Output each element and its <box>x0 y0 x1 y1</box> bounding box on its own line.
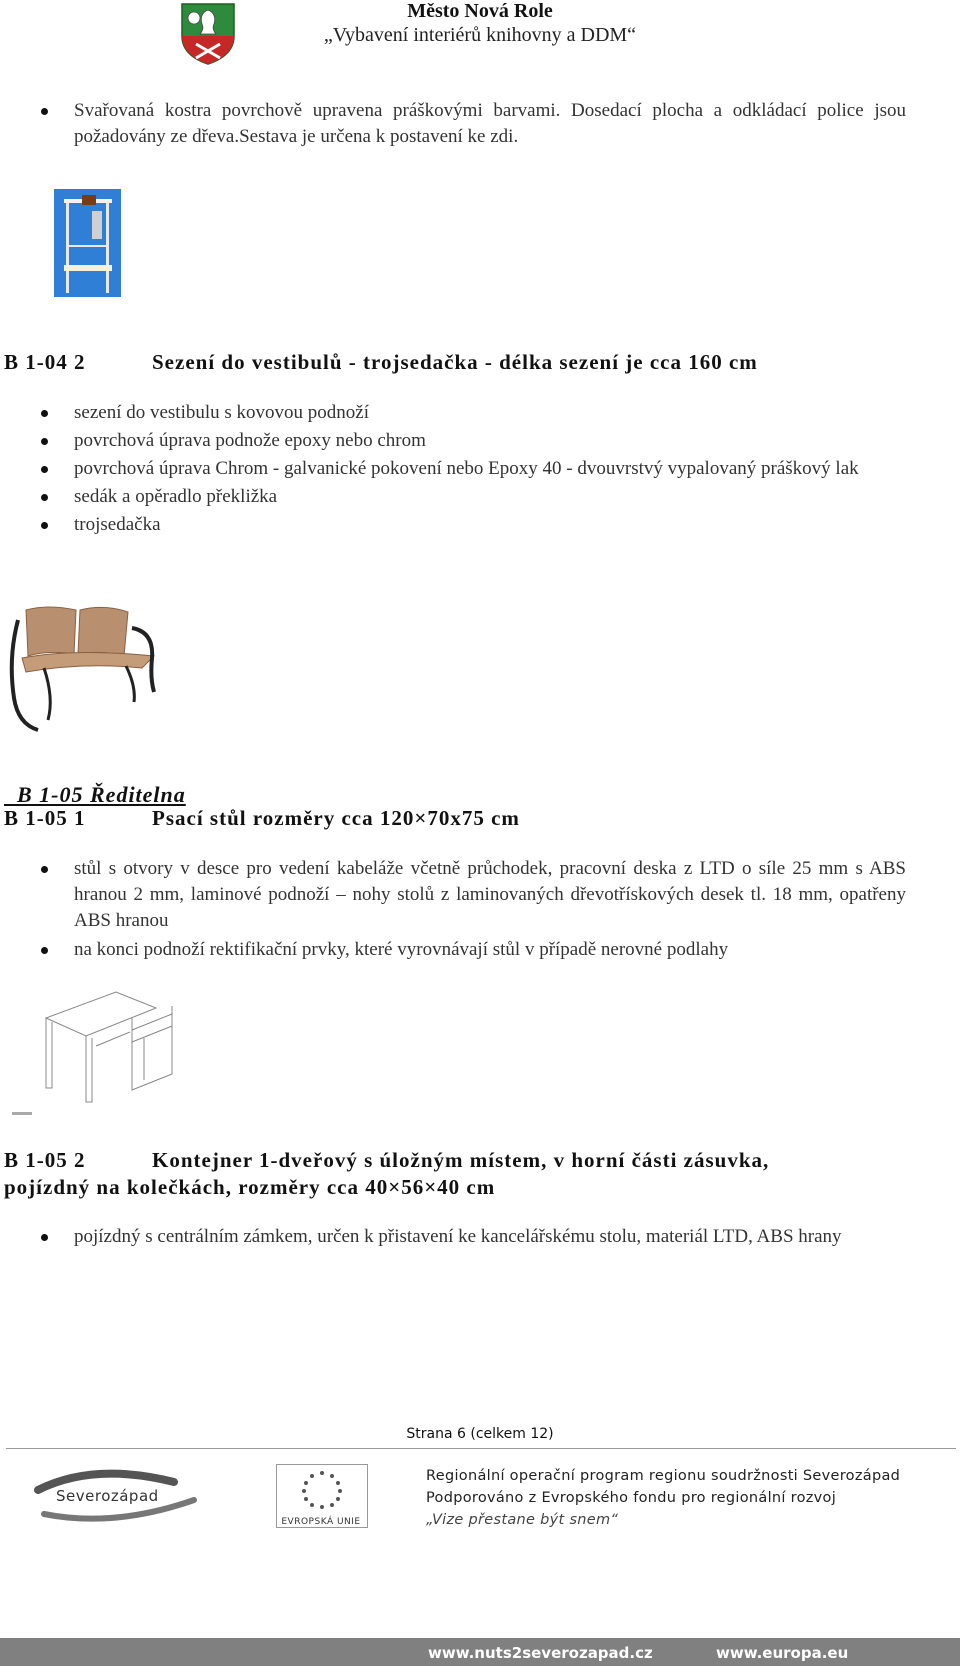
chapter-heading-text: B 1-05 Ředitelna <box>17 782 186 807</box>
program-line-2: Podporováno z Evropského fondu pro regionální rozvoj <box>426 1490 837 1506</box>
intro-bullet-list <box>0 98 906 150</box>
footer-link-left[interactable]: www.nuts2severozapad.cz <box>428 1644 653 1662</box>
bullet-list <box>0 400 906 538</box>
list-item: trojsedačka <box>0 512 906 538</box>
footer-divider <box>6 1448 956 1449</box>
program-line-1: Regionální operační program regionu soudržnosti Severozápad <box>426 1468 901 1484</box>
list-item: pojízdný s centrálním zámkem, určen k přistavení ke kancelářskému stolu, materiál LTD, ABS hrany <box>0 1224 906 1250</box>
list-item: sedák a opěradlo překližka <box>0 484 906 510</box>
list-item: povrchová úprava Chrom - galvanické pokovení nebo Epoxy 40 - dvouvrstvý vypalovaný práškový lak <box>0 456 906 482</box>
section-heading <box>0 1148 960 1204</box>
program-line-3: „Vize přestane být snem“ <box>426 1512 619 1528</box>
chapter-heading <box>4 756 214 807</box>
bullet-list <box>0 1224 906 1250</box>
section-code: B 1-05 2 <box>4 1148 86 1172</box>
severozapad-logo-icon <box>34 1460 199 1530</box>
list-item: na konci podnoží rektifikační prvky, které vyrovnávají stůl v případě nerovné podlahy <box>0 937 906 963</box>
section-code: B 1-04 2 <box>4 350 86 374</box>
section-title-line1: Kontejner 1-dveřový s úložným místem, v horní části zásuvka, <box>152 1148 770 1172</box>
bench-image <box>4 598 162 733</box>
list-item: povrchová úprava podnože epoxy nebo chrom <box>0 428 906 454</box>
bullet-list <box>0 856 906 963</box>
coat-rack-image <box>54 189 121 297</box>
footer-bar <box>0 1638 960 1666</box>
severozapad-logo-text: Severozápad <box>56 1487 159 1505</box>
header-subtitle: „Vybavení interiérů knihovny a DDM“ <box>323 24 637 46</box>
eu-label: EVROPSKÁ UNIE <box>281 1517 361 1527</box>
section-heading <box>0 350 960 378</box>
footer-link-right[interactable]: www.europa.eu <box>716 1644 849 1662</box>
header-city: Město Nová Role <box>407 0 553 22</box>
section-title: Sezení do vestibulů - trojsedačka - délka sezení je cca 160 cm <box>152 350 758 374</box>
list-item: Svařovaná kostra povrchově upravena práškovými barvami. Dosedací plocha a odkládací police jsou požadovány ze dřeva.Sestava je určena k postavení ke zdi. <box>0 98 906 150</box>
desk-image <box>12 990 182 1118</box>
section-title-line2: pojízdný na kolečkách, rozměry cca 40×56×40 cm <box>4 1175 496 1199</box>
list-item: sezení do vestibulu s kovovou podnoží <box>0 400 906 426</box>
page-number: Strana 6 (celkem 12) <box>406 1426 554 1442</box>
section-heading <box>0 806 960 834</box>
section-code: B 1-05 1 <box>4 806 86 830</box>
list-item: stůl s otvory v desce pro vedení kabeláže včetně průchodek, pracovní deska z LTD o síle 25 mm s ABS hranou 2 mm, laminové podnoží – nohy stolů z laminovaných dřevotřískových desek tl. 18 mm, opatřeny ABS hranou <box>0 856 906 934</box>
section-title: Psací stůl rozměry cca 120×70x75 cm <box>152 806 520 830</box>
